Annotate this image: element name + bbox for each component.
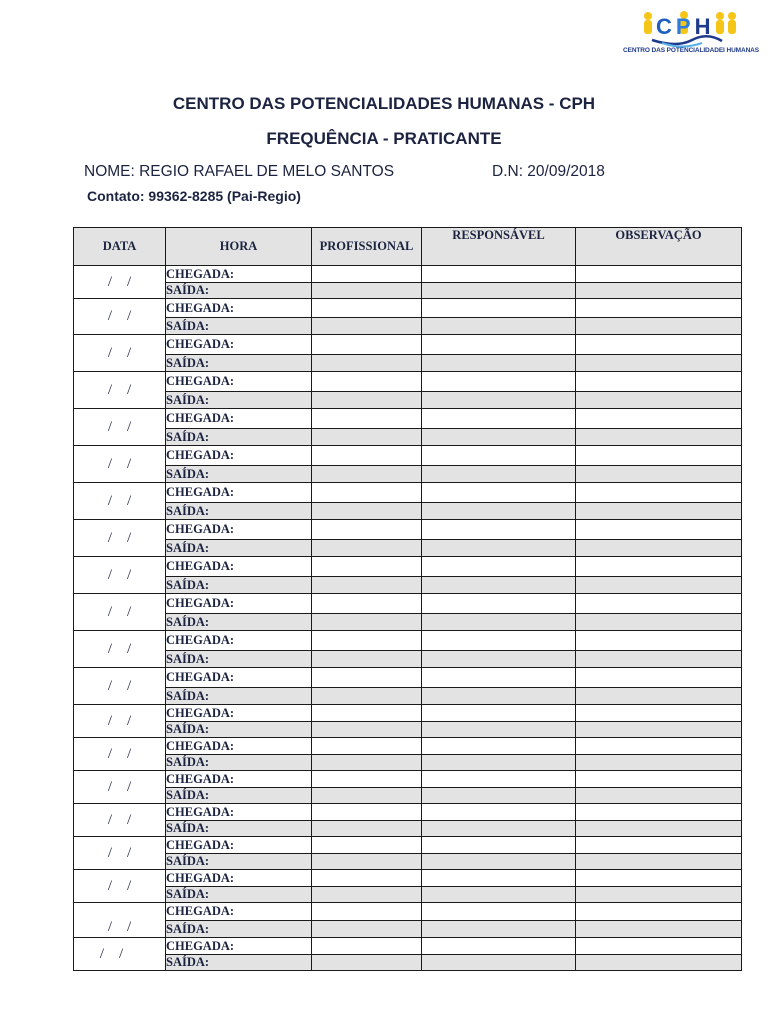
exit-label: SAÍDA: — [166, 821, 312, 837]
exit-label: SAÍDA: — [166, 577, 312, 594]
table-row — [74, 577, 742, 594]
date-placeholder: / / — [107, 918, 132, 935]
exit-profissional-cell[interactable] — [312, 755, 422, 771]
cph-logo — [622, 10, 760, 60]
exit-label: SAÍDA: — [166, 283, 312, 299]
exit-observacao-cell[interactable] — [576, 318, 742, 335]
date-placeholder: / / — [107, 811, 132, 828]
arrival-profissional-cell[interactable] — [312, 594, 422, 614]
exit-profissional-cell[interactable] — [312, 283, 422, 299]
arrival-responsavel-cell[interactable] — [422, 409, 576, 429]
exit-profissional-cell[interactable] — [312, 614, 422, 631]
exit-label: SAÍDA: — [166, 466, 312, 483]
arrival-responsavel-cell[interactable] — [422, 520, 576, 540]
arrival-observacao-cell[interactable] — [576, 372, 742, 392]
table-header-row — [74, 228, 742, 266]
arrival-responsavel-cell[interactable] — [422, 804, 576, 821]
arrival-label: CHEGADA: — [166, 870, 312, 887]
arrival-observacao-cell[interactable] — [576, 557, 742, 577]
date-placeholder: / / — [107, 566, 132, 583]
table-row — [74, 738, 742, 755]
exit-responsavel-cell[interactable] — [422, 614, 576, 631]
logo-letters: CPH — [656, 14, 715, 39]
exit-profissional-cell[interactable] — [312, 887, 422, 903]
exit-observacao-cell[interactable] — [576, 788, 742, 804]
arrival-profissional-cell[interactable] — [312, 483, 422, 503]
arrival-label: CHEGADA: — [166, 266, 312, 283]
arrival-responsavel-cell[interactable] — [422, 771, 576, 788]
arrival-observacao-cell[interactable] — [576, 705, 742, 722]
arrival-responsavel-cell[interactable] — [422, 335, 576, 355]
arrival-responsavel-cell[interactable] — [422, 668, 576, 688]
date-placeholder: / / — [107, 640, 132, 657]
exit-observacao-cell[interactable] — [576, 614, 742, 631]
exit-observacao-cell[interactable] — [576, 688, 742, 705]
exit-responsavel-cell[interactable] — [422, 887, 576, 903]
date-placeholder: / / — [107, 273, 132, 290]
exit-label: SAÍDA: — [166, 503, 312, 520]
arrival-label: CHEGADA: — [166, 738, 312, 755]
table-row — [74, 299, 742, 318]
arrival-observacao-cell[interactable] — [576, 938, 742, 955]
table-row — [74, 446, 742, 466]
date-cell[interactable] — [74, 520, 166, 557]
exit-responsavel-cell[interactable] — [422, 540, 576, 557]
table-row — [74, 466, 742, 483]
logo-caption: CENTRO DAS POTENCIALIDADEI HUMANAS — [623, 47, 759, 54]
exit-label: SAÍDA: — [166, 921, 312, 938]
arrival-observacao-cell[interactable] — [576, 446, 742, 466]
exit-label: SAÍDA: — [166, 392, 312, 409]
arrival-profissional-cell[interactable] — [312, 870, 422, 887]
arrival-profissional-cell[interactable] — [312, 837, 422, 854]
exit-observacao-cell[interactable] — [576, 821, 742, 837]
arrival-profissional-cell[interactable] — [312, 631, 422, 651]
arrival-observacao-cell[interactable] — [576, 631, 742, 651]
date-cell[interactable] — [74, 266, 166, 299]
date-cell[interactable] — [74, 335, 166, 372]
table-row — [74, 557, 742, 577]
arrival-observacao-cell[interactable] — [576, 594, 742, 614]
exit-responsavel-cell[interactable] — [422, 688, 576, 705]
date-placeholder: / / — [107, 677, 132, 694]
exit-label: SAÍDA: — [166, 614, 312, 631]
date-placeholder: / / — [107, 492, 132, 509]
arrival-responsavel-cell[interactable] — [422, 870, 576, 887]
arrival-label: CHEGADA: — [166, 705, 312, 722]
date-cell[interactable] — [74, 557, 166, 594]
date-cell[interactable] — [74, 668, 166, 705]
table-row — [74, 631, 742, 651]
exit-profissional-cell[interactable] — [312, 392, 422, 409]
exit-responsavel-cell[interactable] — [422, 503, 576, 520]
arrival-responsavel-cell[interactable] — [422, 837, 576, 854]
exit-responsavel-cell[interactable] — [422, 651, 576, 668]
table-row — [74, 870, 742, 887]
table-row — [74, 788, 742, 804]
arrival-responsavel-cell[interactable] — [422, 446, 576, 466]
table-row — [74, 503, 742, 520]
date-placeholder: / / — [107, 381, 132, 398]
exit-responsavel-cell[interactable] — [422, 755, 576, 771]
table-row — [74, 614, 742, 631]
arrival-label: CHEGADA: — [166, 594, 312, 614]
exit-observacao-cell[interactable] — [576, 921, 742, 938]
table-row — [74, 335, 742, 355]
date-placeholder: / / — [107, 844, 132, 861]
arrival-profissional-cell[interactable] — [312, 266, 422, 283]
table-row — [74, 594, 742, 614]
arrival-profissional-cell[interactable] — [312, 409, 422, 429]
date-cell[interactable] — [74, 594, 166, 631]
date-placeholder: / / — [107, 877, 132, 894]
arrival-observacao-cell[interactable] — [576, 335, 742, 355]
exit-observacao-cell[interactable] — [576, 355, 742, 372]
arrival-responsavel-cell[interactable] — [422, 299, 576, 318]
date-placeholder: / / — [107, 603, 132, 620]
exit-label: SAÍDA: — [166, 355, 312, 372]
arrival-observacao-cell[interactable] — [576, 870, 742, 887]
exit-observacao-cell[interactable] — [576, 955, 742, 971]
arrival-observacao-cell[interactable] — [576, 299, 742, 318]
exit-observacao-cell[interactable] — [576, 722, 742, 738]
exit-profissional-cell[interactable] — [312, 722, 422, 738]
arrival-label: CHEGADA: — [166, 446, 312, 466]
table-row — [74, 887, 742, 903]
exit-observacao-cell[interactable] — [576, 429, 742, 446]
exit-observacao-cell[interactable] — [576, 577, 742, 594]
table-row — [74, 804, 742, 821]
arrival-responsavel-cell[interactable] — [422, 938, 576, 955]
arrival-profissional-cell[interactable] — [312, 446, 422, 466]
arrival-observacao-cell[interactable] — [576, 520, 742, 540]
table-row — [74, 755, 742, 771]
exit-profissional-cell[interactable] — [312, 540, 422, 557]
exit-responsavel-cell[interactable] — [422, 429, 576, 446]
exit-label: SAÍDA: — [166, 429, 312, 446]
page-subtitle: FREQUÊNCIA - PRATICANTE — [266, 129, 502, 148]
exit-profissional-cell[interactable] — [312, 788, 422, 804]
column-header-profissional: PROFISSIONAL — [312, 228, 422, 266]
exit-label: SAÍDA: — [166, 854, 312, 870]
table-row — [74, 283, 742, 299]
arrival-profissional-cell[interactable] — [312, 938, 422, 955]
arrival-profissional-cell[interactable] — [312, 372, 422, 392]
date-cell[interactable] — [74, 837, 166, 870]
arrival-observacao-cell[interactable] — [576, 266, 742, 283]
arrival-observacao-cell[interactable] — [576, 837, 742, 854]
column-header-data: DATA — [74, 228, 166, 266]
date-placeholder: / / — [107, 308, 132, 324]
exit-responsavel-cell[interactable] — [422, 821, 576, 837]
date-placeholder: / / — [107, 778, 132, 795]
table-row — [74, 355, 742, 372]
arrival-responsavel-cell[interactable] — [422, 738, 576, 755]
exit-label: SAÍDA: — [166, 651, 312, 668]
table-row — [74, 409, 742, 429]
table-row — [74, 821, 742, 837]
table-row — [74, 722, 742, 738]
arrival-label: CHEGADA: — [166, 903, 312, 921]
arrival-profissional-cell[interactable] — [312, 804, 422, 821]
exit-observacao-cell[interactable] — [576, 887, 742, 903]
arrival-label: CHEGADA: — [166, 335, 312, 355]
arrival-label: CHEGADA: — [166, 520, 312, 540]
exit-label: SAÍDA: — [166, 755, 312, 771]
date-cell[interactable] — [74, 771, 166, 804]
arrival-observacao-cell[interactable] — [576, 668, 742, 688]
arrival-profissional-cell[interactable] — [312, 668, 422, 688]
date-cell[interactable] — [74, 804, 166, 837]
table-row — [74, 372, 742, 392]
exit-label: SAÍDA: — [166, 955, 312, 971]
patient-name: NOME: REGIO RAFAEL DE MELO SANTOS — [84, 163, 395, 180]
arrival-label: CHEGADA: — [166, 668, 312, 688]
exit-profissional-cell[interactable] — [312, 854, 422, 870]
table-row — [74, 651, 742, 668]
exit-observacao-cell[interactable] — [576, 540, 742, 557]
exit-profissional-cell[interactable] — [312, 688, 422, 705]
arrival-profissional-cell[interactable] — [312, 903, 422, 921]
arrival-profissional-cell[interactable] — [312, 520, 422, 540]
exit-responsavel-cell[interactable] — [422, 392, 576, 409]
exit-profissional-cell[interactable] — [312, 955, 422, 971]
arrival-profissional-cell[interactable] — [312, 705, 422, 722]
arrival-label: CHEGADA: — [166, 804, 312, 821]
column-header-observacao: OBSERVAÇÃO — [576, 228, 742, 266]
exit-responsavel-cell[interactable] — [422, 788, 576, 804]
arrival-observacao-cell[interactable] — [576, 771, 742, 788]
arrival-profissional-cell[interactable] — [312, 335, 422, 355]
table-row — [74, 429, 742, 446]
exit-label: SAÍDA: — [166, 688, 312, 705]
date-cell[interactable] — [74, 372, 166, 409]
exit-profissional-cell[interactable] — [312, 821, 422, 837]
table-row — [74, 540, 742, 557]
date-placeholder: / / — [99, 945, 124, 962]
exit-responsavel-cell[interactable] — [422, 466, 576, 483]
date-cell[interactable] — [74, 299, 166, 335]
table-row — [74, 938, 742, 955]
exit-label: SAÍDA: — [166, 540, 312, 557]
exit-profissional-cell[interactable] — [312, 577, 422, 594]
table-body — [74, 266, 742, 971]
exit-label: SAÍDA: — [166, 722, 312, 738]
arrival-profissional-cell[interactable] — [312, 738, 422, 755]
date-placeholder: / / — [107, 344, 132, 361]
arrival-label: CHEGADA: — [166, 938, 312, 955]
arrival-label: CHEGADA: — [166, 837, 312, 854]
date-cell[interactable] — [74, 446, 166, 483]
arrival-responsavel-cell[interactable] — [422, 705, 576, 722]
attendance-table — [73, 227, 742, 971]
exit-responsavel-cell[interactable] — [422, 921, 576, 938]
exit-observacao-cell[interactable] — [576, 755, 742, 771]
table-row — [74, 837, 742, 854]
exit-observacao-cell[interactable] — [576, 392, 742, 409]
arrival-label: CHEGADA: — [166, 771, 312, 788]
date-cell[interactable] — [74, 409, 166, 446]
arrival-observacao-cell[interactable] — [576, 804, 742, 821]
exit-label: SAÍDA: — [166, 318, 312, 335]
date-placeholder: / / — [107, 418, 132, 435]
table-row — [74, 903, 742, 921]
date-cell[interactable] — [74, 870, 166, 903]
arrival-observacao-cell[interactable] — [576, 738, 742, 755]
date-placeholder: / / — [107, 745, 132, 762]
table-row — [74, 688, 742, 705]
exit-observacao-cell[interactable] — [576, 283, 742, 299]
exit-responsavel-cell[interactable] — [422, 854, 576, 870]
date-cell[interactable] — [74, 705, 166, 738]
arrival-profissional-cell[interactable] — [312, 771, 422, 788]
exit-profissional-cell[interactable] — [312, 466, 422, 483]
table-row — [74, 483, 742, 503]
exit-label: SAÍDA: — [166, 788, 312, 804]
table-row — [74, 520, 742, 540]
table-row — [74, 771, 742, 788]
arrival-profissional-cell[interactable] — [312, 557, 422, 577]
arrival-label: CHEGADA: — [166, 409, 312, 429]
date-cell[interactable] — [74, 738, 166, 771]
date-placeholder: / / — [107, 712, 132, 729]
arrival-responsavel-cell[interactable] — [422, 266, 576, 283]
exit-responsavel-cell[interactable] — [422, 722, 576, 738]
date-placeholder: / / — [107, 455, 132, 472]
arrival-responsavel-cell[interactable] — [422, 903, 576, 921]
arrival-observacao-cell[interactable] — [576, 409, 742, 429]
date-cell[interactable] — [74, 483, 166, 520]
arrival-label: CHEGADA: — [166, 483, 312, 503]
exit-responsavel-cell[interactable] — [422, 577, 576, 594]
date-cell[interactable] — [74, 938, 166, 971]
table-row — [74, 705, 742, 722]
exit-responsavel-cell[interactable] — [422, 355, 576, 372]
table-row — [74, 668, 742, 688]
arrival-profissional-cell[interactable] — [312, 299, 422, 318]
date-cell[interactable] — [74, 631, 166, 668]
exit-responsavel-cell[interactable] — [422, 955, 576, 971]
arrival-responsavel-cell[interactable] — [422, 372, 576, 392]
exit-observacao-cell[interactable] — [576, 466, 742, 483]
column-header-responsavel: RESPONSÁVEL — [422, 228, 576, 266]
exit-profissional-cell[interactable] — [312, 355, 422, 372]
exit-profissional-cell[interactable] — [312, 318, 422, 335]
arrival-responsavel-cell[interactable] — [422, 631, 576, 651]
exit-responsavel-cell[interactable] — [422, 283, 576, 299]
arrival-label: CHEGADA: — [166, 372, 312, 392]
exit-profissional-cell[interactable] — [312, 651, 422, 668]
exit-profissional-cell[interactable] — [312, 429, 422, 446]
table-row — [74, 266, 742, 283]
date-cell[interactable] — [74, 903, 166, 938]
arrival-observacao-cell[interactable] — [576, 903, 742, 921]
arrival-label: CHEGADA: — [166, 631, 312, 651]
arrival-label: CHEGADA: — [166, 557, 312, 577]
arrival-label: CHEGADA: — [166, 299, 312, 318]
page-title: CENTRO DAS POTENCIALIDADES HUMANAS - CPH — [172, 94, 596, 113]
patient-birthdate: D.N: 20/09/2018 — [492, 163, 605, 180]
table-row — [74, 392, 742, 409]
table-row — [74, 955, 742, 971]
exit-observacao-cell[interactable] — [576, 651, 742, 668]
exit-responsavel-cell[interactable] — [422, 318, 576, 335]
arrival-observacao-cell[interactable] — [576, 483, 742, 503]
column-header-hora: HORA — [166, 228, 312, 266]
exit-profissional-cell[interactable] — [312, 921, 422, 938]
table-row — [74, 318, 742, 335]
patient-contact: Contato: 99362-8285 (Pai-Regio) — [87, 188, 301, 204]
exit-observacao-cell[interactable] — [576, 503, 742, 520]
arrival-responsavel-cell[interactable] — [422, 557, 576, 577]
exit-observacao-cell[interactable] — [576, 854, 742, 870]
arrival-responsavel-cell[interactable] — [422, 483, 576, 503]
date-placeholder: / / — [107, 529, 132, 546]
arrival-responsavel-cell[interactable] — [422, 594, 576, 614]
exit-label: SAÍDA: — [166, 887, 312, 903]
table-row — [74, 854, 742, 870]
table-row — [74, 921, 742, 938]
exit-profissional-cell[interactable] — [312, 503, 422, 520]
